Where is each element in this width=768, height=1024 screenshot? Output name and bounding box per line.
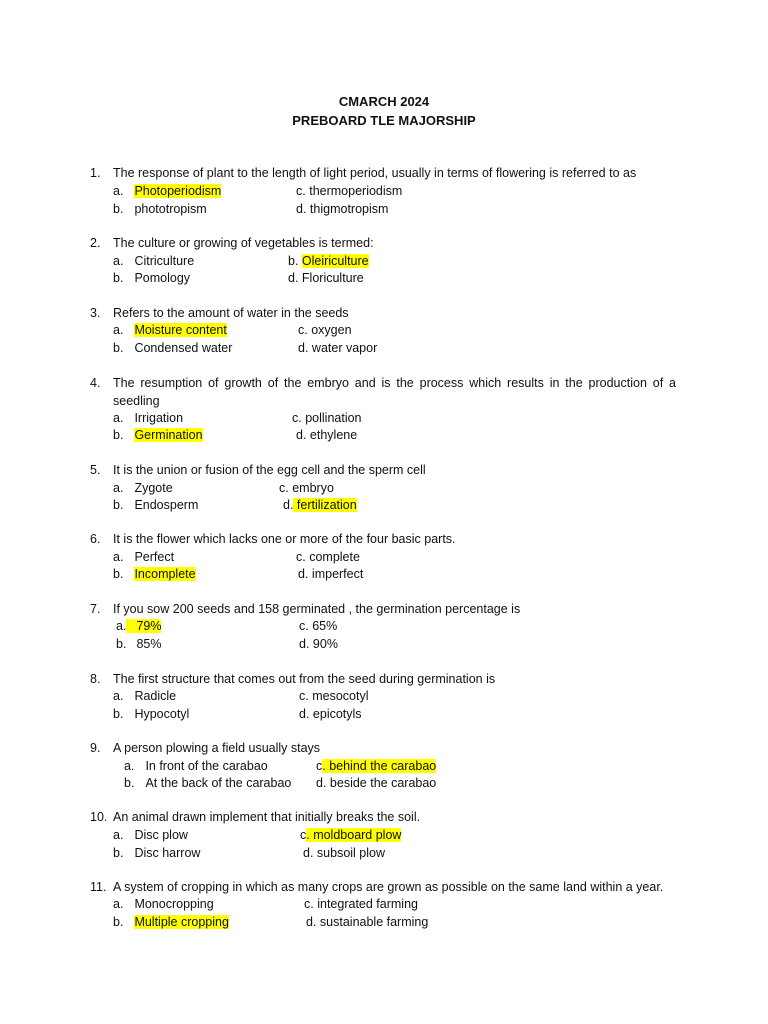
question-number: 6. — [90, 532, 101, 546]
question-text: It is the flower which lacks one or more of the four basic parts. — [113, 532, 456, 546]
question-number: 7. — [90, 602, 101, 616]
question-text: The response of plant to the length of light period, usually in terms of flowering is referred to as — [113, 166, 637, 180]
option-b: b. Multiple cropping — [113, 915, 229, 929]
correct-answer-highlight: Photoperiodism — [134, 184, 222, 198]
question-text: The culture or growing of vegetables is termed: — [113, 236, 374, 250]
correct-answer-highlight: Incomplete — [134, 567, 196, 581]
option-b: b. At the back of the carabao — [124, 776, 292, 790]
option-b: b. Incomplete — [113, 567, 196, 581]
correct-answer-highlight: 79% — [126, 619, 161, 633]
question-text: If you sow 200 seeds and 158 germinated , the germination percentage is — [113, 602, 521, 616]
option-b: b. Endosperm — [113, 498, 199, 512]
question-text: Refers to the amount of water in the seeds — [113, 306, 349, 320]
option-d: d. ethylene — [296, 428, 358, 442]
question-text: The resumption of growth of the embryo and is the process which results in the production of a seedling — [113, 376, 676, 408]
question-number: 1. — [90, 166, 101, 180]
option-a: a. Monocropping — [113, 897, 214, 911]
option-d: d. epicotyls — [299, 707, 362, 721]
option-d: d. fertilization — [283, 498, 357, 512]
option-d: d. thigmotropism — [296, 202, 389, 216]
option-c: c. behind the carabao — [316, 759, 437, 773]
question-text: A person plowing a field usually stays — [113, 741, 321, 755]
question-number: 4. — [90, 376, 101, 390]
question-number: 10. — [90, 810, 108, 824]
question-text: The first structure that comes out from the seed during germination is — [113, 672, 496, 686]
option-a: a. In front of the carabao — [124, 759, 268, 773]
option-b: b. Germination — [113, 428, 203, 442]
option-d: d. beside the carabao — [316, 776, 437, 790]
question-text: A system of cropping in which as many crops are grown as possible on the same land within a year. — [113, 880, 664, 894]
correct-answer-highlight: Multiple cropping — [134, 915, 229, 929]
option-d: d. sustainable farming — [306, 915, 429, 929]
correct-answer-highlight: . behind the carabao — [322, 759, 437, 773]
option-c: c. oxygen — [298, 323, 352, 337]
option-d: d. Floriculture — [288, 271, 364, 285]
option-a: a. Disc plow — [113, 828, 188, 842]
option-a: a. Irrigation — [113, 411, 184, 425]
option-c: c. complete — [296, 550, 360, 564]
option-c: c. pollination — [292, 411, 362, 425]
correct-answer-highlight: . moldboard plow — [306, 828, 402, 842]
question-number: 3. — [90, 306, 101, 320]
option-d: d. 90% — [299, 637, 338, 651]
option-c: c. thermoperiodism — [296, 184, 403, 198]
option-d: d. subsoil plow — [303, 846, 386, 860]
option-a: a. Photoperiodism — [113, 184, 222, 198]
option-b: b. phototropism — [113, 202, 207, 216]
correct-answer-highlight: fertilization — [293, 498, 356, 512]
option-a: a. Zygote — [113, 481, 173, 495]
correct-answer-highlight: Moisture content — [134, 323, 227, 337]
question-text: An animal drawn implement that initially breaks the soil. — [113, 810, 421, 824]
exam-subtitle: PREBOARD TLE MAJORSHIP — [292, 113, 476, 128]
question-number: 8. — [90, 672, 101, 686]
option-c: c. moldboard plow — [300, 828, 402, 842]
option-c: c. embryo — [279, 481, 334, 495]
question-number: 2. — [90, 236, 101, 250]
exam-title: CMARCH 2024 — [338, 94, 430, 109]
option-d: d. imperfect — [298, 567, 364, 581]
option-b: b. Condensed water — [113, 341, 233, 355]
option-b: b. 85% — [116, 637, 162, 651]
option-c: b. Oleiriculture — [288, 254, 369, 268]
option-c: c. integrated farming — [304, 897, 418, 911]
question-text: It is the union or fusion of the egg cell and the sperm cell — [113, 463, 426, 477]
option-b: b. Disc harrow — [113, 846, 201, 860]
correct-answer-highlight: Germination — [134, 428, 203, 442]
correct-answer-highlight: Oleiriculture — [301, 254, 369, 268]
option-a: a. 79% — [116, 619, 162, 633]
option-a: a. Moisture content — [113, 323, 227, 337]
option-b: b. Pomology — [113, 271, 191, 285]
question-number: 11. — [90, 880, 107, 894]
question-number: 5. — [90, 463, 101, 477]
option-b: b. Hypocotyl — [113, 707, 190, 721]
question-number: 9. — [90, 741, 101, 755]
option-c: c. 65% — [299, 619, 338, 633]
option-d: d. water vapor — [298, 341, 378, 355]
option-a: a. Radicle — [113, 689, 177, 703]
option-a: a. Citriculture — [113, 254, 195, 268]
option-a: a. Perfect — [113, 550, 175, 564]
option-c: c. mesocotyl — [299, 689, 369, 703]
